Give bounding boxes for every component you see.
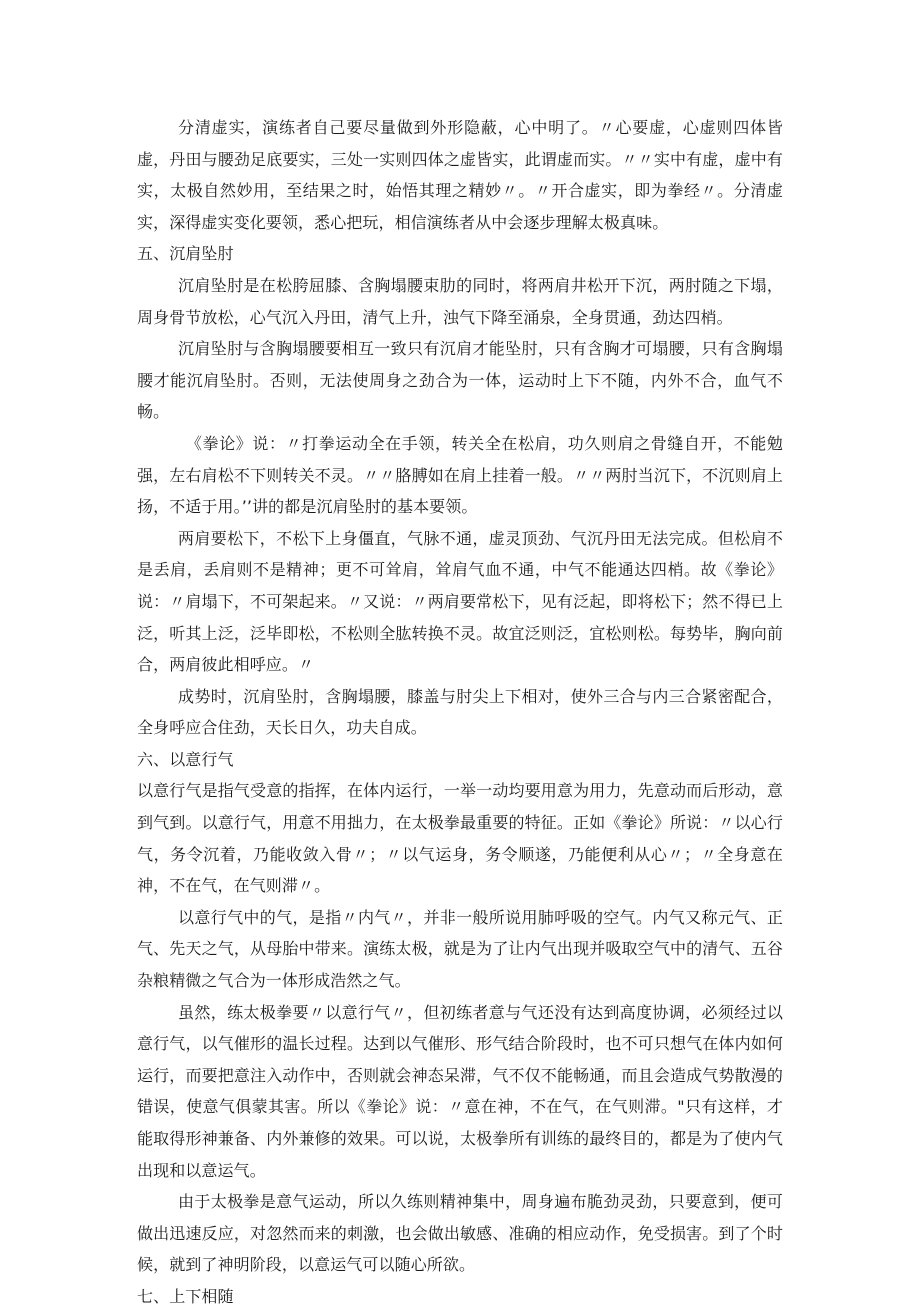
paragraph-beginner-practice: 虽然，练太极拳要〃以意行气〃，但初练者意与气还没有达到高度协调，必须经过以意行气，以气催形的温长过程。达到以气催形、形气结合阶段时，也不可只想气在体内如何运行，而要把意注入动作中，否则就会神态呆滞，气不仅不能畅通，而且会造成气势散漫的错误，使意气俱蒙其害。所以《拳论》说：〃意在神，不在气，在气则滞。"只有这样，才能取得形神兼备、内外兼修的效果。可以说，太极拳所有训练的最终目的，都是为了使内气出现和以意运气。 <box>137 1002 783 1180</box>
paragraph-inner-qi: 以意行气中的气，是指〃内气〃，并非一般所说用肺呼吸的空气。内气又称元气、正气、先天之气，从母胎中带来。演练太极，就是为了让内气出现并吸取空气中的清气、五谷杂粮精微之气合为一体形成浩然之气。 <box>137 907 783 991</box>
paragraph-intent-qi: 以意行气是指气受意的指挥，在体内运行，一举一动均要用意为用力，先意动而后形动，意到气到。以意行气，用意不用拙力，在太极拳最重要的特征。正如《拳论》所说：〃以心行气，务令沉着，乃能收敛入骨〃；〃以气运身，务令顺遂，乃能便利从心〃；〃全身意在神，不在气，在气则滞〃。 <box>137 781 783 896</box>
section-heading-6: 六、以意行气 <box>137 749 234 769</box>
document-page <box>137 112 783 1313</box>
paragraph-quanlun-1: 《拳论》说：〃打拳运动全在手领，转关全在松肩，功久则肩之骨缝自开，不能勉强，左右肩松不下则转关不灵。〃〃胳膊如在肩上挂着一般。〃〃两肘当沉下，不沉则肩上扬，不适于用。’’讲的都是沉肩坠肘的基本要领。 <box>137 433 783 517</box>
section-heading-7: 七、上下相随 <box>137 1286 234 1306</box>
paragraph-empty-full: 分清虚实，演练者自己要尽量做到外形隐蔽，心中明了。〃心要虚，心虚则四体皆虚，丹田与腰劲足底要实，三处一实则四体之虚皆实，此谓虚而实。〃〃实中有虚，虚中有实，太极自然妙用，至结果之时，始悟其理之精妙〃。〃开合虚实，即为拳经〃。分清虚实，深得虚实变化要领，悉心把玩，相信演练者从中会逐步理解太极真味。 <box>137 118 783 232</box>
paragraph-posture-complete: 成势时，沉肩坠肘，含胸塌腰，膝盖与肘尖上下相对，使外三合与内三合紧密配合，全身呼应合住劲，天长日久，功夫自成。 <box>137 686 783 738</box>
paragraph-mind-movement: 由于太极拳是意气运动，所以久练则精神集中，周身遍布脆劲灵劲，只要意到，便可做出迅速反应，对忽然而来的刺激，也会做出敏感、准确的相应动作，免受损害。到了个时候，就到了神明阶段，以意运气可以随心所欲。 <box>137 1192 783 1275</box>
section-heading-5: 五、沉肩坠肘 <box>137 244 234 264</box>
paragraph-shoulder-chest: 沉肩坠肘与含胸塌腰要相互一致只有沉肩才能坠肘，只有含胸才可塌腰，只有含胸塌腰才能沉肩坠肘。否则，无法使周身之劲合为一体，运动时上下不随，内外不合，血气不畅。 <box>137 339 783 422</box>
paragraph-shoulder-elbow: 沉肩坠肘是在松胯屈膝、含胸塌腰束肋的同时，将两肩井松开下沉，两肘随之下塌，周身骨节放松，心气沉入丹田，清气上升，浊气下降至涌泉，全身贯通，劲达四梢。 <box>137 275 783 327</box>
paragraph-shoulders-relax: 两肩要松下，不松下上身僵直，气脉不通，虚灵顶劲、气沉丹田无法完成。但松肩不是丢肩，丢肩则不是精神；更不可耸肩，耸肩气血不通，中气不能通达四梢。故《拳论》说：〃肩塌下，不可架起来。〃又说：〃两肩要常松下，见有泛起，即将松下；然不得已上泛，听其上泛，泛毕即松，不松则全肱转换不灵。故宜泛则泛，宜松则松。每势毕，胸向前合，两肩彼此相呼应。〃 <box>137 528 783 675</box>
